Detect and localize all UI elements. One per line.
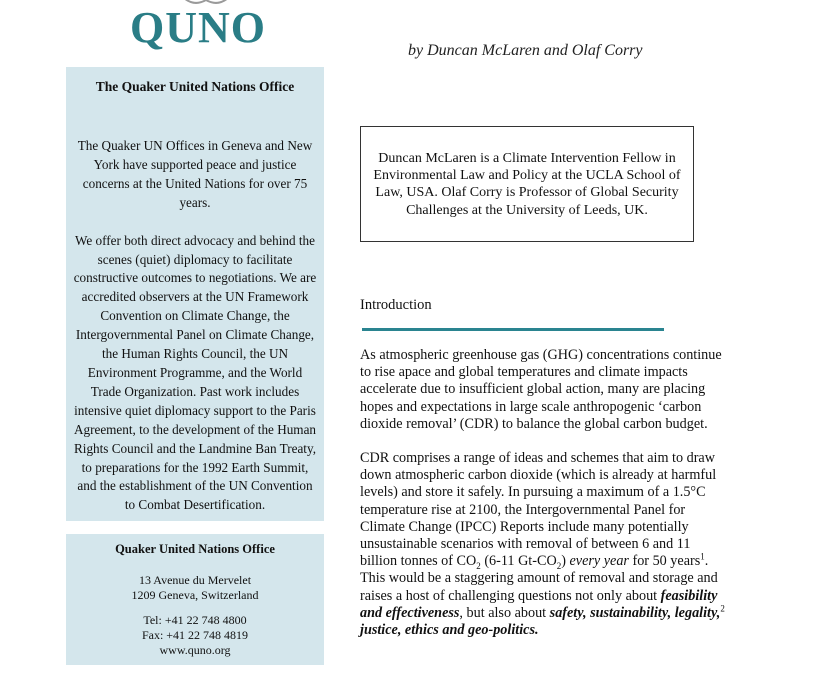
p2-text-f: , but also about — [459, 604, 550, 621]
intro-paragraph-2 — [360, 450, 730, 639]
p2-bold-italic-1: feasibility and effectiveness — [360, 587, 718, 621]
sidebar-address — [66, 534, 324, 665]
p2-bold-italic-2: safety, sustainability, legality, — [549, 604, 721, 621]
p2-text-e: . This would be a staggering amount of removal and storage and raises a host of challenging questions not only about — [360, 553, 718, 604]
section-heading-introduction: Introduction — [360, 297, 432, 313]
p2-emphasis: every year — [569, 553, 629, 570]
address-city: 1209 Geneva, Switzerland — [131, 588, 259, 602]
quno-logo: QUNO — [130, 3, 266, 52]
address-street: 13 Avenue du Mervelet — [138, 573, 252, 587]
p2-text-d: for 50 years — [628, 553, 701, 570]
sidebar-title: The Quaker United Nations Office — [95, 79, 295, 94]
introduction-body — [360, 347, 730, 639]
author-bio-box: Duncan McLaren is a Climate Intervention Fellow in Environmental Law and Policy at the UCLA School of Law, USA. Olaf Corry is Professor of Global Security Challenges at the University of Leeds, UK. — [360, 126, 694, 242]
address-web-link[interactable]: www.quno.org — [159, 643, 231, 657]
co2-subscript: 2 — [556, 561, 562, 572]
intro-paragraph-1: As atmospheric greenhouse gas (GHG) concentrations continue to rise apace and global temperatures and climate impacts accelerate due to insufficient global action, many are placing hopes and expectations in large scale anthropogenic ‘carbon dioxide removal’ (CDR) to balance the global carbon budget. — [360, 347, 722, 432]
p2-text-b: (6-11 Gt-CO — [480, 553, 557, 570]
address-title: Quaker United Nations Office — [115, 542, 275, 556]
address-tel: Tel: +41 22 748 4800 — [143, 613, 247, 627]
heading-divider — [362, 328, 664, 331]
footnote-ref-1[interactable]: 1 — [700, 551, 705, 562]
sidebar-about — [66, 67, 324, 521]
sidebar-paragraph-work: We offer both direct advocacy and behind the scenes (quiet) diplomacy to facilitate constructive outcomes to negotiations. We are accredited observers at the UN Framework Convention on Climate Change, the Intergovernmental Panel on Climate Change, the Human Rights Council, the UN Environment Programme, and the World Trade Organization. Past work includes intensive quiet diplomacy support to the Paris Agreement, to the development of the Human Rights Council and the Landmine Ban Treaty, to preparations for the 1992 Earth Summit, and the establishment of the UN Convention to Combat Desertification. — [73, 232, 317, 513]
sidebar-paragraph-history: The Quaker UN Offices in Geneva and New York have supported peace and justice concerns at the United Nations for over 75 years. — [77, 138, 313, 210]
byline: by Duncan McLaren and Olaf Corry — [408, 42, 643, 59]
p2-bold-italic-3: justice, ethics and geo-politics. — [360, 622, 539, 639]
address-fax: Fax: +41 22 748 4819 — [141, 628, 249, 642]
p2-text-c: ) — [561, 553, 570, 570]
p2-text-a: CDR comprises a range of ideas and schemes that aim to draw down atmospheric carbon dioxide (which is already at harmful levels) and store it safely. In pursuing a maximum of a 1.5°C temperature rise at 2100, the Intergovernmental Panel for Climate Change (IPCC) Reports include many potentially unsustainable scenarios with removal of between 6 and 11 billion tonnes of CO — [360, 450, 717, 570]
co2-subscript: 2 — [476, 561, 481, 572]
footnote-ref-2[interactable]: 2 — [720, 603, 725, 614]
